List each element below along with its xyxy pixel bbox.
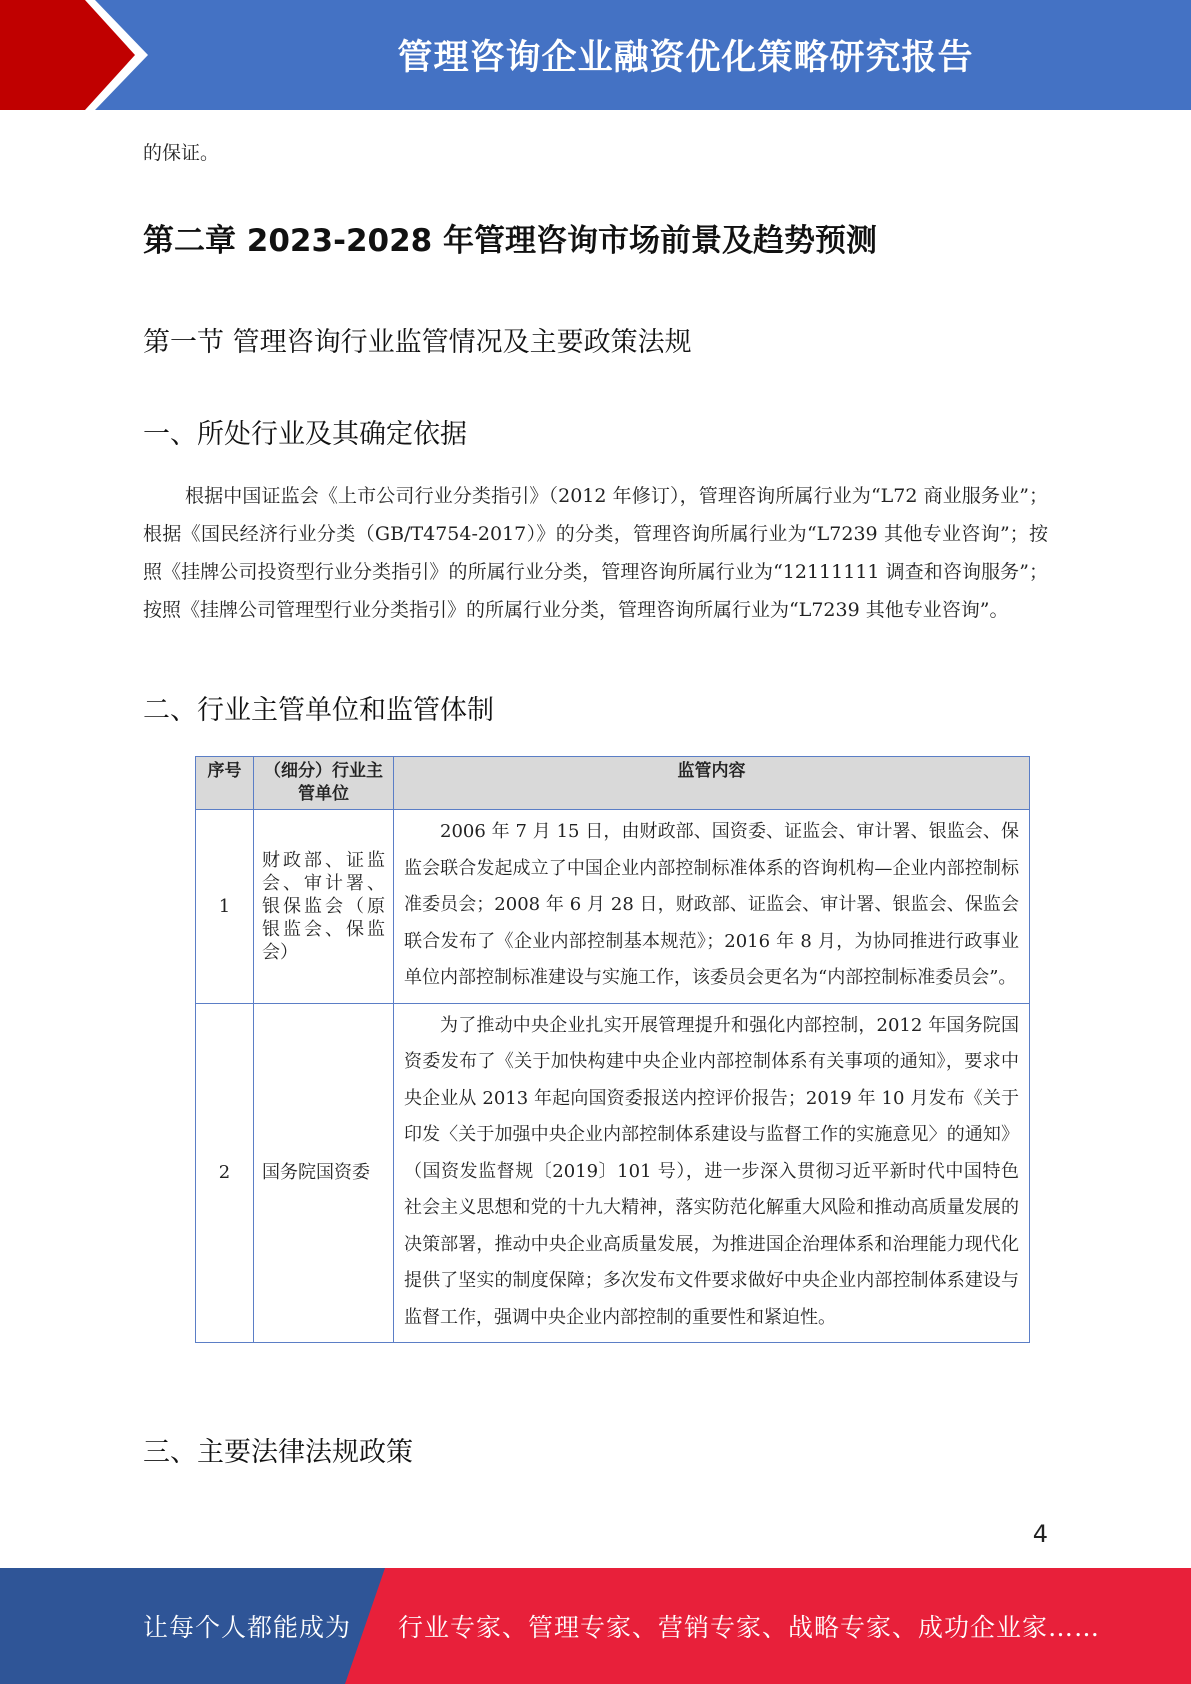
table-header-row (196, 757, 1030, 810)
sub-heading-laws: 三、主要法律法规政策 (143, 1437, 413, 1468)
page-footer (0, 1568, 1191, 1684)
header-title: 管理咨询企业融资优化策略研究报告 (397, 38, 974, 78)
section-title: 第一节 管理咨询行业监管情况及主要政策法规 (143, 327, 692, 358)
chapter-title: 第二章 2023-2028 年管理咨询市场前景及趋势预测 (143, 223, 878, 259)
row-content: 2006 年 7 月 15 日，由财政部、国资委、证监会、审计署、银监会、保监会联合发起成立了中国企业内部控制标准体系的咨询机构—企业内部控制标准委员会；2008 年 6 月 28 日，财政部、证监会、审计署、银监会、保监会联合发布了《企业内部控制基本规范》；2016 年 8 月，为协同推进行政事业单位内部控制标准建设与实施工作，该委员会更名为“内部控制标准委员会”。 (394, 810, 1030, 1004)
table-row (196, 1003, 1030, 1343)
row-unit: 国务院国资委 (254, 1003, 394, 1343)
header-content: 监管内容 (394, 757, 1030, 810)
footer-slogan-right: 行业专家、管理专家、营销专家、战略专家、成功企业家…… (398, 1613, 1101, 1642)
sub-heading-industry: 一、所处行业及其确定依据 (143, 419, 467, 450)
footer-slogan-left: 让每个人都能成为 (143, 1613, 352, 1642)
row-unit: 财政部、证监会、审计署、银保监会（原银监会、保监会） (254, 810, 394, 1004)
lead-text: 的保证。 (143, 142, 220, 164)
sub-heading-regulator: 二、行业主管单位和监管体制 (143, 695, 494, 726)
page-header (0, 0, 1191, 110)
row-no: 2 (196, 1003, 254, 1343)
page-number: 4 (1032, 1520, 1048, 1548)
header-no: 序号 (196, 757, 254, 810)
industry-classification-paragraph: 根据中国证监会《上市公司行业分类指引》（2012 年修订），管理咨询所属行业为“L72 商业服务业”；根据《国民经济行业分类（GB/T4754-2017）》的分类，管理咨询所属行业为“L7239 其他专业咨询”；按照《挂牌公司投资型行业分类指引》的所属行业分类，管理咨询所属行业为“12111111 调查和咨询服务”；按照《挂牌公司管理型行业分类指引》的所属行业分类，管理咨询所属行业为“L7239 其他专业咨询”。 (143, 485, 1048, 621)
table-row (196, 810, 1030, 1004)
row-no: 1 (196, 810, 254, 1004)
row-content: 为了推动中央企业扎实开展管理提升和强化内部控制，2012 年国务院国资委发布了《关于加快构建中央企业内部控制体系有关事项的通知》，要求中央企业从 2013 年起向国资委报送内控评价报告；2019 年 10 月发布《关于印发〈关于加强中央企业内部控制体系建设与监督工作的实施意见〉的通知》（国资发监督规〔2019〕101 号），进一步深入贯彻习近平新时代中国特色社会主义思想和党的十九大精神，落实防范化解重大风险和推动高质量发展的决策部署，推动中央企业高质量发展，为推进国企治理体系和治理能力现代化提供了坚实的制度保障；多次发布文件要求做好中央企业内部控制体系建设与监督工作，强调中央企业内部控制的重要性和紧迫性。 (394, 1003, 1030, 1343)
header-unit: （细分）行业主管单位 (254, 757, 394, 810)
regulation-table (195, 756, 1030, 1343)
